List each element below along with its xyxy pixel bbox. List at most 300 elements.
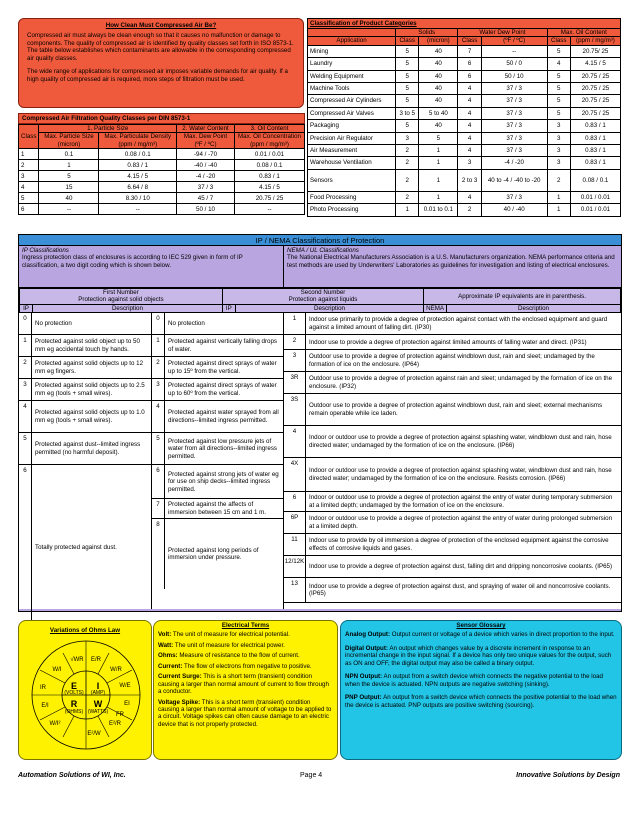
filtration-row <box>19 171 305 182</box>
classification-row <box>308 45 621 57</box>
filtration-row <box>19 193 305 204</box>
nema-code: 1 <box>284 313 306 334</box>
filtration-cell: -- <box>235 204 305 215</box>
classification-cell: 50 / 0 <box>481 58 547 70</box>
sensor-term <box>345 673 617 688</box>
classification-cell: 40 <box>419 95 458 107</box>
filtration-cell: 3 <box>19 171 39 182</box>
electrical-term <box>158 663 333 670</box>
filtration-table <box>18 124 305 215</box>
col-desc2: Description <box>235 304 423 312</box>
second-row <box>152 465 283 499</box>
ohms-amp: (AMP) <box>90 690 106 696</box>
sensor-term <box>345 694 617 709</box>
classification-row <box>308 95 621 107</box>
nema-row <box>284 534 621 556</box>
classification-row <box>308 145 621 157</box>
classification-row <box>308 83 621 95</box>
ohms-outer-2: E/R <box>90 657 102 663</box>
filtration-cell: 5 <box>19 193 39 204</box>
filtration-cell: 4.15 / 5 <box>99 171 177 182</box>
col-ip2: IP <box>222 304 235 312</box>
second-desc: Protected against low pressure jets of water from all directions--limited ingress permitted. <box>168 437 278 460</box>
classification-cell: 40 <box>419 45 458 57</box>
sensor-term-def: Output current or voltage of a device which varies in direct proportion to the input. <box>391 631 615 639</box>
classification-cell: Compressed Air Cylinders <box>308 95 396 107</box>
filtration-cell: 4 <box>19 182 39 193</box>
ohms-outer-7: FR <box>116 712 124 718</box>
classification-cell: 4 <box>458 107 481 119</box>
nema-desc: Indoor use to provide a degree of protection against limited amounts of falling water and direct. (IP31) <box>309 338 587 346</box>
second-code: 2 <box>152 357 165 378</box>
sensor-term <box>345 631 617 638</box>
second-code: 7 <box>152 499 165 518</box>
classification-cell: 37 / 3 <box>481 191 547 203</box>
col-maxoil: Max. Oil Content <box>547 29 620 37</box>
classification-cell: 0.01 / 0.01 <box>570 191 620 203</box>
electrical-term-name: Ohms: <box>158 652 178 660</box>
classification-cell: 37 / 3 <box>481 120 547 132</box>
electrical-term-def: The unit of measure for electrical power. <box>174 641 285 649</box>
electrical-terms-title: Electrical Terms <box>221 622 270 629</box>
classification-cell: 5 <box>419 132 458 144</box>
second-desc: No protection <box>168 320 205 328</box>
nema-desc: Outdoor use to provide a degree of protection against windblown dust, rain and sleet; undamaged by the formation of ice on the enclosure. (IP64) <box>309 353 595 368</box>
classification-row <box>308 107 621 119</box>
classification-cell: 5 <box>396 70 419 82</box>
nema-desc: Outdoor use to provide a degree of protection against rain and sleet; undamaged by the formation of ice on the enclosure. (IP32) <box>309 375 613 390</box>
ohms-outer-4: W/E <box>119 683 131 689</box>
sensor-term-name: Digital Output: <box>345 644 388 652</box>
col-desc3: Description <box>447 304 621 312</box>
classification-cell: 40 <box>419 70 458 82</box>
electrical-term-def: The unit of measure for electrical potential. <box>172 631 290 639</box>
classification-cell: 3 <box>547 132 570 144</box>
col-application: Application <box>308 37 396 45</box>
classification-cell: 1 <box>419 157 458 169</box>
classification-cell: 0.08 / 0.1 <box>570 169 620 191</box>
footer-page: Page 4 <box>300 772 323 779</box>
nema-desc: Indoor or outdoor use to provide a degree of protection against the entry of water during prolonged submersion at a limited depth. <box>309 515 613 530</box>
electrical-term-name: Current Surge: <box>158 673 202 681</box>
sensor-term <box>345 645 617 667</box>
classification-cell: 5 <box>547 70 570 82</box>
classification-cell: 6 <box>458 58 481 70</box>
second-code: 5 <box>152 433 165 464</box>
second-row <box>152 433 283 465</box>
ohms-outer-11: IR <box>40 685 46 691</box>
classification-cell: Sensors <box>308 169 396 191</box>
ohms-r: R <box>70 699 78 709</box>
classification-cell: 40 <box>419 83 458 95</box>
classification-cell: 40 to -4 / -40 to -20 <box>481 169 547 191</box>
ip-classifications-heading: IP Classifications <box>22 247 69 254</box>
first-code: 6 <box>19 465 32 630</box>
filtration-cell: 0.08 / 0.1 <box>99 149 177 160</box>
classification-cell: 3 <box>458 157 481 169</box>
classification-cell: 2 <box>547 169 570 191</box>
ohms-law-box <box>18 620 152 760</box>
electrical-term <box>158 631 333 638</box>
sensor-term-def: An output from a switch device which connects the positive potential to the load when the device is actuated. PNP outputs are positive switching (sourcing). <box>345 694 617 709</box>
classification-cell: 2 <box>458 204 481 216</box>
first-code: 0 <box>19 313 32 334</box>
sensor-term-name: NPN Output: <box>345 673 383 681</box>
classification-cell: 50 / 10 <box>481 70 547 82</box>
first-row <box>19 433 151 465</box>
first-code: 4 <box>19 401 32 432</box>
nema-code: 6 <box>284 492 306 511</box>
clean-air-title: How Clean Must Compressed Air Be? <box>105 22 217 29</box>
nema-row <box>284 492 621 512</box>
classification-row <box>308 157 621 169</box>
classification-cell: -- <box>481 45 547 57</box>
sensor-glossary-title: Sensor Glossary <box>456 622 506 629</box>
col-nema: NEMA <box>424 304 447 312</box>
classification-cell: 2 <box>396 169 419 191</box>
ohms-law-wheel <box>19 637 153 757</box>
filtration-cell: -- <box>99 204 177 215</box>
filtration-cell: 0.08 / 0.1 <box>235 160 305 171</box>
filtration-row <box>19 182 305 193</box>
classification-cell: 0.01 / 0.01 <box>570 204 620 216</box>
nema-code: 3R <box>284 372 306 393</box>
first-code: 3 <box>19 379 32 400</box>
classification-cell: 5 <box>396 45 419 57</box>
second-code: 8 <box>152 519 165 589</box>
classification-cell: 20.75 / 25 <box>570 83 620 95</box>
classification-cell: 4 <box>458 95 481 107</box>
nema-desc: Indoor use to provide by oil immersion a degree of protection of the enclosed equipment against the corrosive effects of corrosive liquids and gases. <box>309 537 609 552</box>
classification-cell: 4 <box>458 191 481 203</box>
classification-cell: 2 <box>396 145 419 157</box>
classification-cell: Machine Tools <box>308 83 396 95</box>
classification-cell: 2 <box>396 157 419 169</box>
classification-cell: 1 <box>419 169 458 191</box>
classification-cell: -4 / -20 <box>481 157 547 169</box>
second-desc: Protected against the affects of immersion between 15 cm and 1 m. <box>168 501 267 516</box>
ohms-outer-6: E²/R <box>109 721 121 727</box>
nema-row <box>284 458 621 492</box>
classification-cell: 1 <box>419 145 458 157</box>
electrical-term <box>158 652 333 659</box>
filtration-cell: -- <box>39 204 99 215</box>
classification-cell: 3 to 5 <box>396 107 419 119</box>
nema-row <box>284 512 621 534</box>
filtration-cell: 8.30 / 10 <box>99 193 177 204</box>
col-particle: 1. Particle Size <box>39 125 177 133</box>
first-desc: Totally protected against dust. <box>35 544 117 552</box>
nema-row <box>284 578 621 603</box>
col-desc: Description <box>33 304 223 312</box>
classification-cell: 1 <box>419 191 458 203</box>
classification-cell: 5 <box>396 120 419 132</box>
ohms-outer-1: √WR <box>70 657 84 663</box>
sensor-term-name: Analog Output: <box>345 631 391 639</box>
filtration-cell: 0.1 <box>39 149 99 160</box>
filtration-row <box>19 160 305 171</box>
second-number-head: Second Number Protection against liquids <box>222 289 423 305</box>
classification-cell: 5 <box>547 83 570 95</box>
classification-cell: Mining <box>308 45 396 57</box>
ip-nema-section <box>18 234 622 612</box>
second-desc: Protected against water sprayed from all directions--limited ingress permitted. <box>168 409 279 424</box>
second-row <box>152 335 283 357</box>
first-row <box>19 465 151 630</box>
col-density: Max. Particulate Density (ppm / mg/m³) <box>99 133 177 149</box>
second-desc: Protected against direct sprays of water up to 60º from the vertical. <box>168 382 277 397</box>
first-number-head: First Number Protection against solid objects <box>20 289 223 305</box>
first-code: 5 <box>19 433 32 464</box>
nema-code: 4X <box>284 458 306 491</box>
second-row <box>152 313 283 335</box>
classification-cell: Welding Equipment <box>308 70 396 82</box>
col-class-c: Class <box>547 37 570 45</box>
electrical-term-def: This is a short term (transient) condition causing a larger than normal amount of current to flow through a conductor. <box>158 673 329 696</box>
first-desc: No protection <box>35 320 72 328</box>
col-ip: IP <box>20 304 33 312</box>
first-code: 2 <box>19 357 32 378</box>
nema-desc: Outdoor use to provide a degree of protection against windblown dust, rain and sleet; external mechanisms remain operable while ice laden. <box>309 402 603 417</box>
nema-classifications-text: The National Electrical Manufacturers Association is a U.S. Manufacturers organization. NEMA performance criteria and test methods are used by Underwriters' Laboratories as guidelines for investigation and listing of electrical enclosures. <box>287 254 615 269</box>
filtration-cell: 2 <box>19 160 39 171</box>
col-dew: Max. Dew Point (ºF / ºC) <box>177 133 235 149</box>
filtration-cell: 15 <box>39 182 99 193</box>
nema-code: 11 <box>284 534 306 555</box>
filtration-row <box>19 149 305 160</box>
classification-cell: 5 <box>547 95 570 107</box>
first-row <box>19 379 151 401</box>
second-desc: Protected against vertically falling drops of water. <box>168 338 278 353</box>
classification-cell: 20.75 / 25 <box>570 95 620 107</box>
ohms-outer-12: W/I <box>52 667 62 673</box>
classification-cell: 5 <box>547 107 570 119</box>
classification-cell: 40 / -40 <box>481 204 547 216</box>
ohms-e: E <box>70 681 78 691</box>
nema-row <box>284 313 621 335</box>
filtration-row <box>19 204 305 215</box>
electrical-term <box>158 673 333 695</box>
filtration-cell: 50 / 10 <box>177 204 235 215</box>
classification-cell: 20.75 / 25 <box>570 107 620 119</box>
filtration-cell: 0.83 / 1 <box>235 171 305 182</box>
filtration-title: Compressed Air Filtration Quality Classes per DIN 8573-1 <box>18 113 305 124</box>
classification-cell: Precision Air Regulator <box>308 132 396 144</box>
ip-nema-title: IP / NEMA Classifications of Protection <box>19 235 621 246</box>
filtration-section <box>18 113 305 215</box>
classification-row <box>308 120 621 132</box>
classification-section <box>307 18 621 217</box>
first-row <box>19 335 151 357</box>
ohms-outer-8: E²/W <box>87 731 101 737</box>
classification-cell: 20.75 / 25 <box>570 70 620 82</box>
classification-cell: 37 / 3 <box>481 132 547 144</box>
classification-cell: Air Measurement <box>308 145 396 157</box>
classification-cell: 5 to 40 <box>419 107 458 119</box>
first-desc: Protected against solid object up to 50 mm eg accidental touch by hands. <box>35 338 140 353</box>
classification-cell: 1 <box>547 191 570 203</box>
first-desc: Protected against solid objects up to 1.0 mm eg (tools + small wires). <box>35 409 145 424</box>
nema-code: 2 <box>284 335 306 349</box>
second-code: 1 <box>152 335 165 356</box>
classification-cell: 0.83 / 1 <box>570 145 620 157</box>
classification-cell: 3 <box>547 120 570 132</box>
classification-cell: 37 / 3 <box>481 107 547 119</box>
filtration-cell: 0.01 / 0.01 <box>235 149 305 160</box>
footer-left: Automation Solutions of WI, Inc. <box>18 772 126 779</box>
classification-cell: 5 <box>396 58 419 70</box>
classification-cell: 4.15 / 5 <box>570 58 620 70</box>
classification-cell: 4 <box>458 145 481 157</box>
classification-row <box>308 132 621 144</box>
first-row <box>19 401 151 433</box>
ip-classifications-text: Ingress protection class of enclosures is according to IEC 529 given in form of IP classification, a two digit coding which is shown below. <box>22 254 243 269</box>
ohms-outer-3: W/R <box>110 667 122 673</box>
nema-desc: Indoor or outdoor use to provide a degree of protection against the entry of water during temporary submersion at a limited depth; undamaged by the formation of ice on the enclosure. <box>309 494 613 509</box>
nema-row <box>284 350 621 372</box>
col-solids: Solids <box>396 29 458 37</box>
classification-cell: 6 <box>458 70 481 82</box>
sensor-glossary-box <box>340 620 622 760</box>
second-code: 0 <box>152 313 165 334</box>
classification-cell: Compressed Air Valves <box>308 107 396 119</box>
nema-desc: Indoor use to provide a degree of protection against dust, falling dirt and dripping noncorrosive coolants. (IP65) <box>309 563 613 571</box>
classification-cell: 40 <box>419 120 458 132</box>
sensor-term-def: An output which changes value by a discrete increment in response to an incremental change in the input signal. If a device has only two unique values for the output, such as ON and OFF, the digital output may also be called a binary output. <box>345 644 612 667</box>
nema-row <box>284 372 621 394</box>
classification-cell: 4 <box>547 58 570 70</box>
col-oil: 3. Oil Content <box>235 125 305 133</box>
clean-air-p1: Compressed air must always be clean enough so that it causes no malfunction or damage to components. The quality of compressed air is identified by quality classes set forth in ISO 8573-1. The table below establishes which contaminants are allowable in the corresponding compressed air quality classes. <box>27 32 294 62</box>
second-row <box>152 401 283 433</box>
nema-desc: Indoor use primarily to provide a degree of protection against contact with the enclosed equipment and guard against a limited amount of falling dirt. (IP30) <box>309 316 608 331</box>
filtration-cell: 6.64 / 8 <box>99 182 177 193</box>
ohms-outer-10: E/I <box>41 703 49 709</box>
footer-right: Innovative Solutions by Design <box>516 772 620 779</box>
electrical-term-def: The flow of electrons from negative to positive. <box>184 662 312 670</box>
classification-cell: 0.83 / 1 <box>570 157 620 169</box>
nema-row <box>284 335 621 350</box>
electrical-term-name: Volt: <box>158 631 172 639</box>
filtration-cell: 20.75 / 25 <box>235 193 305 204</box>
second-desc: Protected against direct sprays of water up to 15º from the vertical. <box>168 360 277 375</box>
ip-nema-table <box>19 288 621 313</box>
filtration-cell: 0.83 / 1 <box>99 160 177 171</box>
first-code: 1 <box>19 335 32 356</box>
classification-cell: 2 <box>396 191 419 203</box>
electrical-term <box>158 699 333 729</box>
nema-desc: Indoor or outdoor use to provide a degree of protection against splashing water, windblown dust and rain, hose directed water; undamaged by the formation of ice on the enclosure. Resists corrosion. (IP66) <box>309 467 612 482</box>
classification-cell: 37 / 3 <box>481 145 547 157</box>
clean-air-box <box>18 18 304 108</box>
classification-cell: 0.83 / 1 <box>570 132 620 144</box>
filtration-cell: -40 / -40 <box>177 160 235 171</box>
classification-row <box>308 70 621 82</box>
ohms-watts: (WATTS) <box>87 709 109 715</box>
ohms-outer-5: EI <box>124 701 130 707</box>
filtration-cell: 5 <box>39 171 99 182</box>
clean-air-p2: The wide range of applications for compressed air imposes variable demands for air quality. If a high quality of compressed air is required, more steps of filtration must be used. <box>27 68 288 83</box>
classification-cell: Laundry <box>308 58 396 70</box>
classification-cell: 0.01 to 0.1 <box>419 204 458 216</box>
classification-table <box>307 18 621 217</box>
first-row <box>19 313 151 335</box>
classification-cell: 1 <box>547 204 570 216</box>
classification-cell: 4 <box>458 120 481 132</box>
classification-title: Classification of Product Categories <box>308 19 621 29</box>
ohms-outer-9: W/I² <box>49 721 61 727</box>
classification-row <box>308 191 621 203</box>
filtration-cell: 45 / 7 <box>177 193 235 204</box>
filtration-cell: 4.15 / 5 <box>235 182 305 193</box>
col-class-b: Class <box>458 37 481 45</box>
col-micron: (micron) <box>419 37 458 45</box>
classification-cell: 7 <box>458 45 481 57</box>
electrical-term-name: Watt: <box>158 641 174 649</box>
nema-code: 13 <box>284 578 306 602</box>
nema-desc: Indoor use to provide a degree of protection against dust, and spraying of water oil and noncorrosive coolants. (IP65) <box>309 582 611 598</box>
filtration-cell: 37 / 3 <box>177 182 235 193</box>
classification-cell: Warehouse Ventilation <box>308 157 396 169</box>
second-desc: Protected against long periods of immersion under pressure. <box>168 546 259 562</box>
filtration-cell: -94 / -70 <box>177 149 235 160</box>
nema-row <box>284 556 621 578</box>
electrical-term-def: This is a short term (transient) condition causing a larger than normal amount of voltage to be applied to a circuit. Voltage spikes can often cause damage to an electric device that is not properly protected. <box>158 698 332 728</box>
classification-cell: Food Processing <box>308 191 396 203</box>
nema-classifications-heading: NEMA / UL Classifications <box>287 247 359 254</box>
classification-cell: 3 <box>547 157 570 169</box>
first-desc: Protected against solid objects up to 12 mm eg fingers. <box>35 360 144 375</box>
col-fc: (ºF / ºC) <box>481 37 547 45</box>
second-code: 6 <box>152 465 165 498</box>
classification-cell: 2 to 3 <box>458 169 481 191</box>
col-dewpoint: Water Dew Point <box>458 29 547 37</box>
classification-cell: 0.83 / 1 <box>570 120 620 132</box>
second-row <box>152 357 283 379</box>
sensor-term-name: PNP Output: <box>345 694 382 702</box>
electrical-terms-box <box>153 620 338 760</box>
col-class-a: Class <box>396 37 419 45</box>
col-ppm: (ppm / mg/m³) <box>570 37 620 45</box>
ohms-w: W <box>93 699 103 709</box>
classification-row <box>308 169 621 191</box>
sensor-term-def: An output from a switch device which connects the negative potential to the load when the device is actuated. NPN outputs are negative switching (sinking). <box>345 673 603 688</box>
classification-cell: 4 <box>458 132 481 144</box>
second-code: 3 <box>152 379 165 400</box>
classification-cell: 3 <box>396 132 419 144</box>
classification-cell: 37 / 3 <box>481 95 547 107</box>
first-desc: Protected against dust--limited ingress permitted (no harmful deposit). <box>35 441 141 456</box>
classification-cell: 5 <box>396 83 419 95</box>
second-desc: Protected against strong jets of water eg for use on ship decks--limited ingress permitted. <box>168 470 279 493</box>
nema-desc: Indoor or outdoor use to provide a degree of protection against splashing water, windblown dust and rain, hose directed water; undamaged by the formation of ice on the enclosure. (IP66) <box>309 434 612 449</box>
classification-cell: 4 <box>458 83 481 95</box>
electrical-term-def: Measure of resistance to the flow of current. <box>179 652 300 660</box>
second-row <box>152 499 283 519</box>
classification-cell: 1 <box>396 204 419 216</box>
nema-row <box>284 426 621 458</box>
filtration-cell: 1 <box>19 149 39 160</box>
col-water: 2. Water Content <box>177 125 235 133</box>
classification-cell: Packaging <box>308 120 396 132</box>
nema-code: 6P <box>284 512 306 533</box>
filtration-cell: 6 <box>19 204 39 215</box>
ohms-volts: (VOLTS) <box>64 690 84 696</box>
classification-cell: 20.75/ 25 <box>570 45 620 57</box>
classification-cell: Photo Processing <box>308 204 396 216</box>
second-row <box>152 379 283 401</box>
electrical-term-name: Current: <box>158 662 183 670</box>
